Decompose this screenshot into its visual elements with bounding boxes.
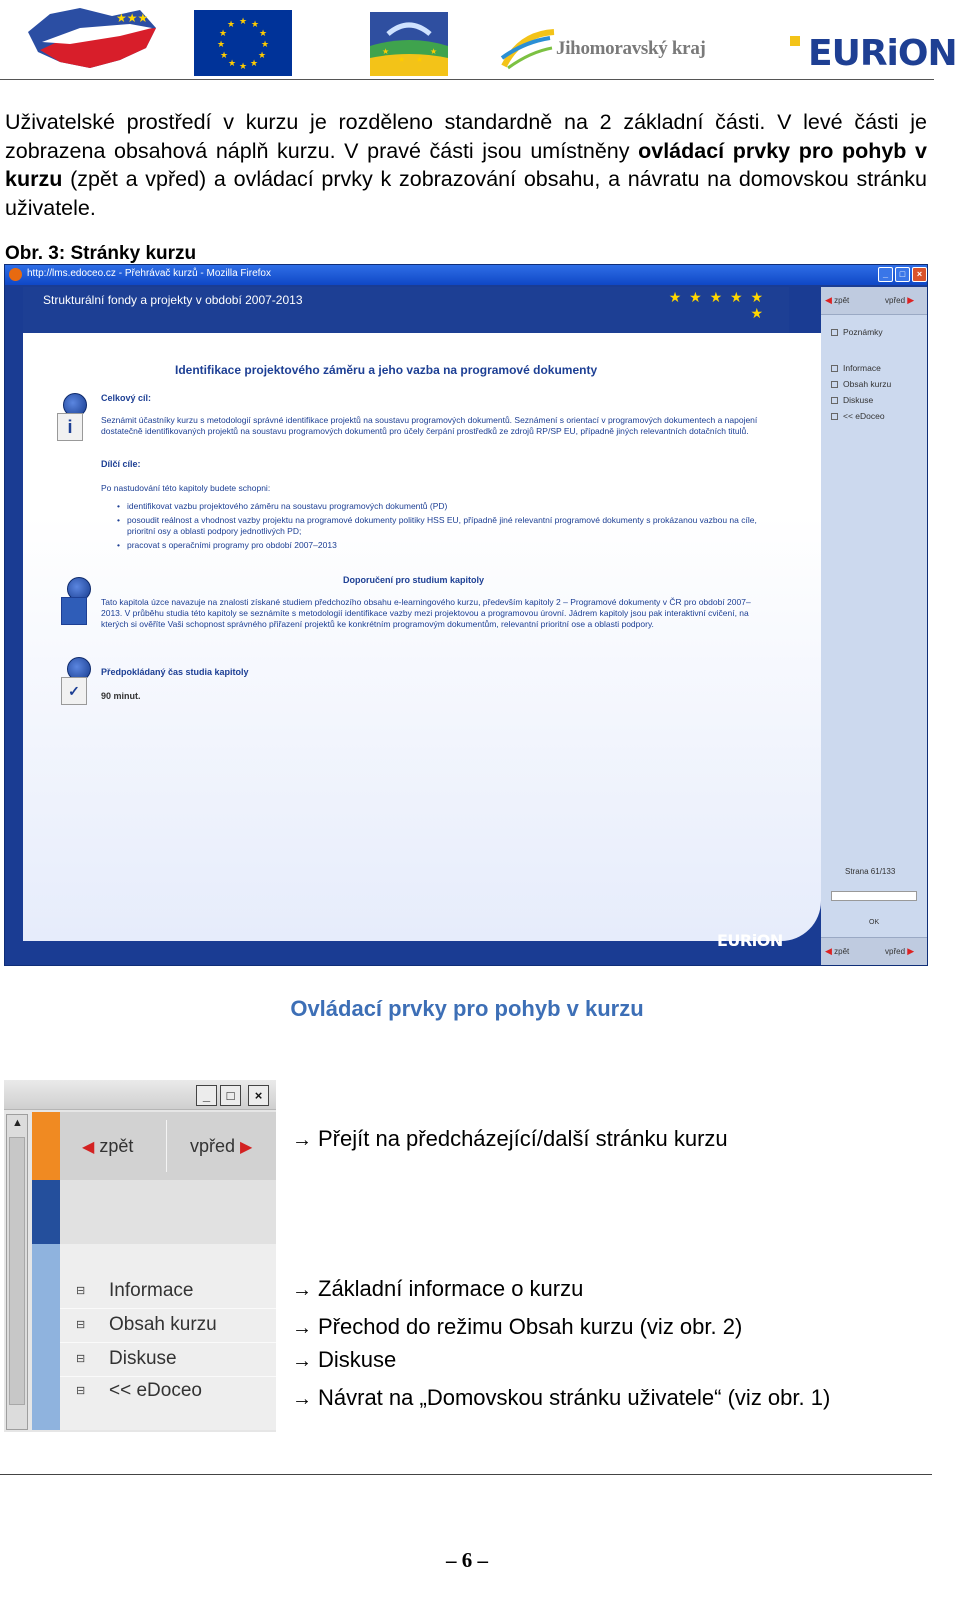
svg-text:★: ★ xyxy=(430,47,438,56)
expand-arrow-icon: ⊟ xyxy=(76,1353,86,1365)
intro-text-1: Uživatelské prostředí v kurzu je rozděleno standardně na 2 základní části. V levé části je zobrazena obsahová náplň kurzu. V pravé části jsou umístněny xyxy=(5,110,927,163)
svg-text:★: ★ xyxy=(227,20,236,30)
nav-divider xyxy=(166,1120,167,1172)
expand-icon xyxy=(831,397,838,404)
window-controls xyxy=(878,267,927,282)
zoom-empty-panel xyxy=(60,1180,276,1244)
svg-text:★: ★ xyxy=(219,29,228,39)
svg-text:★: ★ xyxy=(382,47,390,56)
desc-obsah: → Přechod do režimu Obsah kurzu (viz obr. 2) xyxy=(292,1314,743,1339)
time-heading: Předpokládaný čas studia kapitoly xyxy=(101,667,249,677)
zoom-menu-list xyxy=(60,1244,276,1430)
arrow-right-icon: → xyxy=(292,1317,312,1339)
controls-zoom-screenshot xyxy=(4,1080,276,1432)
svg-text:★: ★ xyxy=(261,40,270,50)
scroll-up-icon[interactable]: ▲ xyxy=(12,1117,23,1129)
divider xyxy=(60,1376,276,1377)
eu-sustainable-logo xyxy=(370,12,448,76)
header-divider xyxy=(0,79,934,80)
desc-diskuse: → Diskuse xyxy=(292,1347,397,1372)
svg-text:★★★: ★★★ xyxy=(116,11,149,25)
forward-button[interactable]: vpřed ▶ xyxy=(190,1136,253,1156)
scroll-thumb[interactable] xyxy=(9,1137,25,1405)
sidebar-item-informace[interactable]: Informace xyxy=(831,363,881,373)
expand-arrow-icon: ⊟ xyxy=(76,1285,86,1297)
goal-heading: Celkový cíl: xyxy=(101,393,152,403)
subgoals-list xyxy=(115,501,769,554)
menu-item-obsah[interactable]: ⊟ Obsah kurzu xyxy=(76,1314,217,1335)
page-indicator: Strana 61/133 xyxy=(845,867,896,876)
page-number-input[interactable] xyxy=(831,891,917,901)
firefox-icon xyxy=(9,268,22,281)
back-icon xyxy=(831,413,838,420)
back-arrow-icon: ⊟ xyxy=(76,1385,86,1397)
intro-paragraph xyxy=(5,108,927,222)
browser-title: http://lms.edoceo.cz - Přehrávač kurzů - Mozilla Firefox xyxy=(27,268,271,279)
maximize-button[interactable]: □ xyxy=(895,267,910,282)
arrow-right-icon: ▶ xyxy=(907,946,915,956)
time-value: 90 minut. xyxy=(101,691,141,701)
svg-text:★: ★ xyxy=(220,51,229,61)
sidebar-item-diskuse[interactable]: Diskuse xyxy=(831,395,873,405)
controls-heading: Ovládací prvky pro pohyb v kurzu xyxy=(290,996,644,1021)
expand-icon xyxy=(831,381,838,388)
expand-icon xyxy=(831,365,838,372)
clock-check-icon: ✓ xyxy=(57,657,95,707)
subgoal-item: • identifikovat vazbu projektového záměru na soustavu programových dokumentů (PD) xyxy=(115,501,769,512)
sidebar-nav-top xyxy=(821,287,927,315)
svg-text:★: ★ xyxy=(259,29,268,39)
arrow-left-icon: ◀ xyxy=(825,946,832,956)
subgoals-heading: Dílčí cíle: xyxy=(101,459,141,469)
menu-item-edoceo[interactable]: ⊟ << eDoceo xyxy=(76,1380,202,1401)
svg-text:★: ★ xyxy=(416,55,424,64)
zoom-titlebar xyxy=(4,1080,276,1110)
recommendation-heading: Doporučení pro studium kapitoly xyxy=(343,575,485,585)
jihomoravsky-kraj-logo xyxy=(500,28,710,72)
subgoal-item: • pracovat s operačními programy pro období 2007–2013 xyxy=(115,540,769,551)
figure-caption: Obr. 3: Stránky kurzu xyxy=(5,243,197,264)
blue-stripe xyxy=(32,1180,60,1244)
jmk-logo-text: Jihomoravský kraj xyxy=(556,38,706,59)
sidebar-item-obsah[interactable]: Obsah kurzu xyxy=(831,379,891,389)
recommendation-text: Tato kapitola úzce navazuje na znalosti získané studiem předchozího obsahu e-learningového kurzu, především kapitoly 2 – Programové dokumenty v ČR pro období 2007–2013. V průběhu studia této kapitoly se seznámíte s metodologií identifikace vazby mezi projektovou a programovou úrovní. Jádrem kapitoly jsou pak interaktivní cvičení, na kterých si ověříte Vaši schopnost správného přiřazení projektů ke konkrétním programovým dokumentům, relevantní prioritní ose a oblasti podpory. xyxy=(101,597,751,629)
intro-text-bold: ovládací prvky pro pohyb v kurzu xyxy=(5,138,927,191)
arrow-left-icon: ◀ xyxy=(82,1139,95,1156)
forward-button-bottom[interactable]: vpřed ▶ xyxy=(885,946,915,956)
ok-button[interactable]: OK xyxy=(869,919,880,926)
browser-titlebar xyxy=(5,265,928,285)
back-button-bottom[interactable]: ◀ zpět xyxy=(825,946,850,956)
sidebar-nav-bottom xyxy=(821,937,927,965)
arrow-right-icon: ▶ xyxy=(240,1139,253,1156)
svg-text:★: ★ xyxy=(228,59,237,69)
svg-text:★: ★ xyxy=(239,17,248,27)
arrow-right-icon: ▶ xyxy=(907,295,915,305)
subgoals-intro: Po nastudování této kapitoly budete schopni: xyxy=(101,483,271,493)
info-globe-icon: i xyxy=(53,393,91,443)
svg-text:★: ★ xyxy=(398,55,406,64)
cz-map-flag-logo xyxy=(20,2,162,74)
arrow-right-icon: → xyxy=(292,1129,312,1151)
lightblue-stripe xyxy=(32,1244,60,1430)
intro-text-2: (zpět a vpřed) a ovládací prvky k zobrazování obsahu, a návratu na domovskou stránku uživatele. xyxy=(5,167,927,220)
eurion-logo xyxy=(790,32,957,76)
menu-item-diskuse[interactable]: ⊟ Diskuse xyxy=(76,1348,177,1369)
subgoal-item: • posoudit reálnost a vhodnost vazby projektu na programové dokumenty politiky HSS EU, případně jiné relevantní programové dokumenty s prokázanou vazbou na cíle, prioritní osy a oblasti podpory jednotlivých PD; xyxy=(115,515,769,537)
course-banner xyxy=(23,287,789,333)
back-button[interactable]: ◀ zpět xyxy=(82,1136,134,1156)
course-content xyxy=(23,333,821,941)
jmk-swoosh-icon xyxy=(500,28,556,72)
close-button[interactable]: × xyxy=(912,267,927,282)
arrow-right-icon: → xyxy=(292,1350,312,1372)
eu-flag-logo xyxy=(194,10,292,76)
goal-text: Seznámit účastníky kurzu s metodologií správné identifikace projektů na soustavu programových dokumentů. Seznámení s orientací v programových dokumentech a napojení dostatečně identifikovaných projektů na soustavu programových dokumentů pro účely čerpání prostředků ze zdrojů RP/SP EU, případně jiných relevantních dotačních titulů. xyxy=(101,415,758,436)
banner-title: Strukturální fondy a projekty v období 2007-2013 xyxy=(43,293,303,307)
sidebar-item-edoceo[interactable]: << eDoceo xyxy=(831,411,885,421)
scrollbar[interactable] xyxy=(6,1114,28,1430)
svg-text:★: ★ xyxy=(239,62,248,72)
svg-text:★: ★ xyxy=(217,40,226,50)
svg-text:★: ★ xyxy=(250,59,259,69)
course-player-screenshot xyxy=(4,264,928,966)
eu-stars-icon: ★ ★ ★ ★ ★ ★ xyxy=(668,289,765,321)
forward-button[interactable]: vpřed ▶ xyxy=(885,295,915,305)
divider xyxy=(60,1308,276,1309)
footer-divider xyxy=(0,1474,932,1475)
arrow-left-icon: ◀ xyxy=(825,295,832,305)
desc-edoceo: → Návrat na „Domovskou stránku uživatele“ (viz obr. 1) xyxy=(292,1385,831,1410)
eurion-logo-text: EURiON xyxy=(808,33,957,74)
page-number: – 6 – xyxy=(446,1548,488,1572)
orange-stripe xyxy=(32,1112,60,1180)
arrow-right-icon: → xyxy=(292,1388,312,1410)
sidebar-item-notes[interactable]: Poznámky xyxy=(831,327,883,337)
svg-text:★: ★ xyxy=(258,51,267,61)
menu-item-informace[interactable]: ⊟ Informace xyxy=(76,1280,194,1301)
minimize-button[interactable]: _ xyxy=(196,1085,217,1106)
back-button[interactable]: ◀ zpět xyxy=(825,295,850,305)
desc-informace: → Základní informace o kurzu xyxy=(292,1276,584,1301)
book-globe-icon xyxy=(57,577,95,627)
course-sidebar xyxy=(821,287,927,965)
minimize-button[interactable]: _ xyxy=(878,267,893,282)
close-button[interactable]: × xyxy=(248,1085,269,1106)
zoom-nav-bar xyxy=(60,1112,276,1180)
eurion-mark-icon xyxy=(790,32,806,76)
divider xyxy=(60,1342,276,1343)
svg-text:★: ★ xyxy=(251,20,260,30)
arrow-right-icon: → xyxy=(292,1279,312,1301)
expand-arrow-icon: ⊟ xyxy=(76,1319,86,1331)
page-header xyxy=(0,0,960,80)
chapter-title: Identifikace projektového záměru a jeho vazba na programové dokumenty xyxy=(175,363,598,377)
desc-navigation: → Přejít na předcházející/další stránku kurzu xyxy=(292,1126,728,1151)
maximize-button[interactable]: □ xyxy=(220,1085,241,1106)
expand-icon xyxy=(831,329,838,336)
eurion-logo-small: EURiON xyxy=(717,931,783,950)
